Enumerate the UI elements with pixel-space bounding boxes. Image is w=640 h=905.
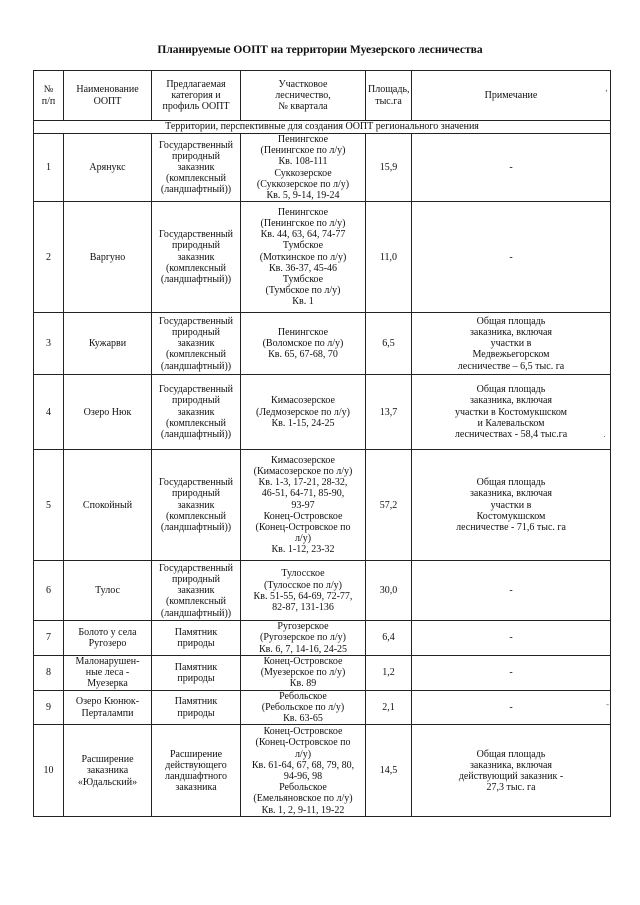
- table-row: [34, 655, 611, 690]
- scan-mark: .: [603, 430, 606, 440]
- cell-area: 15,9: [366, 134, 412, 202]
- table-row: [34, 450, 611, 561]
- oopt-table: [33, 70, 611, 817]
- cell-forestry: Ребольское (Ребольское по л/у) Кв. 63-65: [241, 690, 366, 725]
- header-num: № п/п: [34, 71, 64, 121]
- cell-category: Государственный природный заказник (комплексный (ландшафтный)): [152, 134, 241, 202]
- scan-mark: -: [606, 700, 610, 710]
- table-row: [34, 561, 611, 621]
- cell-category: Государственный природный заказник (комплексный (ландшафтный)): [152, 313, 241, 375]
- cell-num: 10: [34, 725, 64, 817]
- cell-num: 8: [34, 655, 64, 690]
- cell-area: 14,5: [366, 725, 412, 817]
- header-note: Примечание: [412, 71, 611, 121]
- cell-num: 1: [34, 134, 64, 202]
- cell-note: Общая площадь заказника, включая участки в Костомукшском лесничестве - 71,6 тыс. га: [412, 450, 611, 561]
- cell-category: Расширение действующего ландшафтного заказника: [152, 725, 241, 817]
- cell-note: Общая площадь заказника, включая действующий заказник - 27,3 тыс. га: [412, 725, 611, 817]
- cell-note: -: [412, 690, 611, 725]
- cell-note: Общая площадь заказника, включая участки в Медвежьегорском лесничестве – 6,5 тыс. га: [412, 313, 611, 375]
- cell-forestry: Пенингское (Воломское по л/у) Кв. 65, 67-68, 70: [241, 313, 366, 375]
- cell-forestry: Тулосское (Тулосское по л/у) Кв. 51-55, 64-69, 72-77, 82-87, 131-136: [241, 561, 366, 621]
- cell-note: -: [412, 202, 611, 313]
- cell-forestry: Ругозерское (Ругозерское по л/у) Кв. 6, 7, 14-16, 24-25: [241, 621, 366, 656]
- cell-num: 3: [34, 313, 64, 375]
- table-row: [34, 313, 611, 375]
- cell-name: Болото у села Ругозеро: [64, 621, 152, 656]
- cell-area: 1,2: [366, 655, 412, 690]
- cell-area: 57,2: [366, 450, 412, 561]
- cell-area: 30,0: [366, 561, 412, 621]
- cell-note: -: [412, 134, 611, 202]
- table-row: [34, 375, 611, 450]
- cell-name: Озеро Нюк: [64, 375, 152, 450]
- cell-forestry: Пенингское (Пенингское по л/у) Кв. 108-111 Суккозерское (Суккозерское по л/у) Кв. 5, 9-14, 19-24: [241, 134, 366, 202]
- cell-name: Варгуно: [64, 202, 152, 313]
- cell-category: Памятник природы: [152, 655, 241, 690]
- cell-forestry: Пенингское (Пенингское по л/у) Кв. 44, 63, 64, 74-77 Тумбское (Моткинское по л/у) Кв. 36-37, 45-46 Тумбское (Тумбское по л/у) Кв. 1: [241, 202, 366, 313]
- header-forestry: Участковое лесничество, № квартала: [241, 71, 366, 121]
- cell-area: 2,1: [366, 690, 412, 725]
- table-row: [34, 725, 611, 817]
- cell-name: Малонарушен- ные леса - Муезерка: [64, 655, 152, 690]
- cell-forestry: Конец-Островское (Конец-Островское по л/у) Кв. 61-64, 67, 68, 79, 80, 94-96, 98 Ребольское (Емельяновское по л/у) Кв. 1, 2, 9-11, 19-22: [241, 725, 366, 817]
- cell-area: 11,0: [366, 202, 412, 313]
- cell-category: Памятник природы: [152, 621, 241, 656]
- cell-note: -: [412, 655, 611, 690]
- cell-area: 6,5: [366, 313, 412, 375]
- cell-note: -: [412, 621, 611, 656]
- cell-name: Спокойный: [64, 450, 152, 561]
- cell-forestry: Кимасозерское (Кимасозерское по л/у) Кв. 1-3, 17-21, 28-32, 46-51, 64-71, 85-90, 93-97 Конец-Островское (Конец-Островское по л/у) Кв. 1-12, 23-32: [241, 450, 366, 561]
- table-row: [34, 202, 611, 313]
- header-category: Предлагаемая категория и профиль ООПТ: [152, 71, 241, 121]
- cell-name: Озеро Кюнюк- Перталампи: [64, 690, 152, 725]
- scan-mark: ,: [605, 84, 608, 94]
- cell-name: Расширение заказника «Юдальский»: [64, 725, 152, 817]
- cell-note: -: [412, 561, 611, 621]
- cell-name: Тулос: [64, 561, 152, 621]
- cell-num: 9: [34, 690, 64, 725]
- cell-note: Общая площадь заказника, включая участки в Костомукшском и Калевальском лесничествах - 58,4 тыс.га: [412, 375, 611, 450]
- cell-category: Государственный природный заказник (комплексный (ландшафтный)): [152, 375, 241, 450]
- header-name: Наименование ООПТ: [64, 71, 152, 121]
- cell-num: 2: [34, 202, 64, 313]
- table-row: [34, 134, 611, 202]
- cell-num: 4: [34, 375, 64, 450]
- cell-forestry: Кимасозерское (Ледмозерское по л/у) Кв. 1-15, 24-25: [241, 375, 366, 450]
- cell-category: Государственный природный заказник (комплексный (ландшафтный)): [152, 561, 241, 621]
- cell-name: Арянукс: [64, 134, 152, 202]
- table-row: [34, 621, 611, 656]
- table-row: [34, 690, 611, 725]
- page-title: Планируемые ООПТ на территории Муезерского лесничества: [157, 44, 483, 56]
- section-title: Территории, перспективные для создания ООПТ регионального значения: [34, 121, 611, 134]
- header-area: Площадь, тыс.га: [366, 71, 412, 121]
- cell-name: Кужарви: [64, 313, 152, 375]
- cell-forestry: Конец-Островское (Муезерское по л/у) Кв. 89: [241, 655, 366, 690]
- table-header-row: [34, 71, 611, 121]
- section-row: [34, 121, 611, 134]
- cell-num: 6: [34, 561, 64, 621]
- cell-area: 13,7: [366, 375, 412, 450]
- cell-num: 5: [34, 450, 64, 561]
- cell-num: 7: [34, 621, 64, 656]
- cell-category: Государственный природный заказник (комплексный (ландшафтный)): [152, 202, 241, 313]
- cell-category: Государственный природный заказник (комплексный (ландшафтный)): [152, 450, 241, 561]
- cell-area: 6,4: [366, 621, 412, 656]
- cell-category: Памятник природы: [152, 690, 241, 725]
